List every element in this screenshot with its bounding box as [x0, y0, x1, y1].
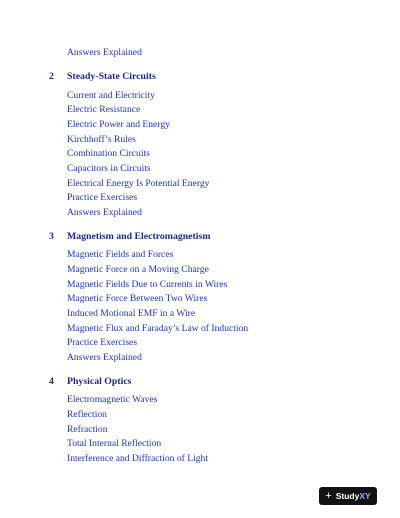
toc-link[interactable]: Current and Electricity: [67, 90, 155, 101]
toc-link[interactable]: Electromagnetic Waves: [67, 394, 158, 405]
toc-link[interactable]: Practice Exercises: [67, 337, 138, 348]
toc-link[interactable]: Induced Motional EMF in a Wire: [67, 308, 196, 319]
toc-link[interactable]: Electrical Energy Is Potential Energy: [67, 178, 210, 189]
toc-link[interactable]: Refraction: [67, 424, 108, 435]
chapter-title[interactable]: Physical Optics: [67, 376, 132, 387]
chapter-title[interactable]: Magnetism and Electromagnetism: [67, 231, 211, 242]
toc-link[interactable]: Magnetic Fields and Forces: [67, 249, 174, 260]
chapter-number: 4: [49, 376, 54, 387]
chapter-number: 2: [49, 71, 54, 82]
toc-link[interactable]: Capacitors in Circuits: [67, 163, 151, 174]
chapter-number: 3: [49, 231, 54, 242]
toc-link[interactable]: Electric Resistance: [67, 104, 141, 115]
studyxy-logo[interactable]: [319, 487, 377, 505]
toc-link[interactable]: Total Internal Reflection: [67, 438, 162, 449]
toc-link[interactable]: Answers Explained: [67, 352, 142, 363]
toc-link[interactable]: Magnetic Fields Due to Currents in Wires: [67, 279, 228, 290]
toc-link-answers-explained[interactable]: Answers Explained: [67, 47, 142, 58]
plus-icon: +: [325, 489, 332, 502]
toc-link[interactable]: Magnetic Force Between Two Wires: [67, 293, 208, 304]
toc-link[interactable]: Magnetic Force on a Moving Charge: [67, 264, 209, 275]
toc-link[interactable]: Practice Exercises: [67, 192, 138, 203]
toc-link[interactable]: Interference and Diffraction of Light: [67, 453, 208, 464]
toc-link[interactable]: Reflection: [67, 409, 107, 420]
toc-link[interactable]: Answers Explained: [67, 207, 142, 218]
toc-link[interactable]: Magnetic Flux and Faraday’s Law of Induction: [67, 323, 249, 334]
brand-name-main: Study: [335, 491, 360, 501]
brand-name-accent: XY: [359, 491, 371, 501]
toc-link[interactable]: Combination Circuits: [67, 148, 150, 159]
toc-link[interactable]: Kirchhoff’s Rules: [67, 134, 136, 145]
chapter-title[interactable]: Steady-State Circuits: [67, 71, 156, 82]
toc-link[interactable]: Electric Power and Energy: [67, 119, 170, 130]
